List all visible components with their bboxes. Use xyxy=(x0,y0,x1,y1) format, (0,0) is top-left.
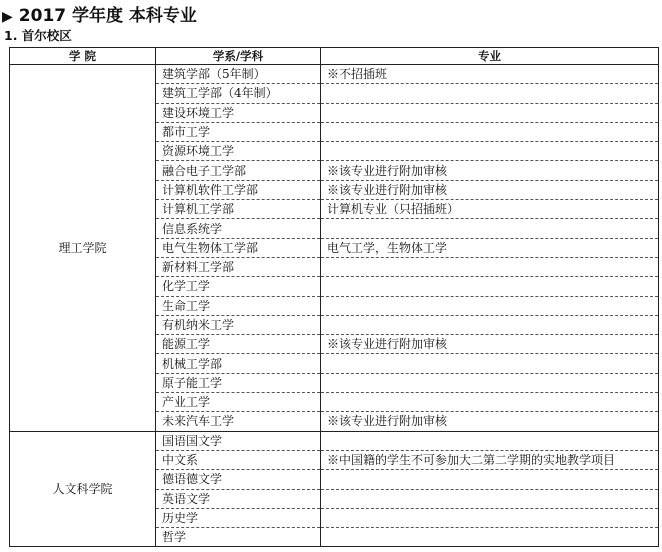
major-cell: ※不招插班 xyxy=(321,65,659,84)
major-cell xyxy=(321,219,659,238)
department-cell: 原子能工学 xyxy=(156,373,321,392)
department-cell: 国语国文学 xyxy=(156,431,321,450)
department-cell: 未来汽车工学 xyxy=(156,412,321,431)
major-cell: 计算机专业（只招插班） xyxy=(321,200,659,219)
page-title xyxy=(2,5,197,27)
campus-subtitle: 1. 首尔校区 xyxy=(4,28,72,43)
major-cell: ※该专业进行附加审核 xyxy=(321,412,659,431)
triangle-marker-icon: ▶ xyxy=(2,9,13,25)
major-cell xyxy=(321,528,659,547)
department-cell: 机械工学部 xyxy=(156,354,321,373)
major-cell xyxy=(321,315,659,334)
major-cell: ※该专业进行附加审核 xyxy=(321,180,659,199)
major-cell xyxy=(321,296,659,315)
department-cell: 计算机软件工学部 xyxy=(156,180,321,199)
major-cell xyxy=(321,103,659,122)
major-cell: ※该专业进行附加审核 xyxy=(321,161,659,180)
major-cell: ※该专业进行附加审核 xyxy=(321,335,659,354)
department-cell: 化学工学 xyxy=(156,277,321,296)
department-cell: 中文系 xyxy=(156,450,321,469)
major-cell xyxy=(321,277,659,296)
department-cell: 哲学 xyxy=(156,528,321,547)
major-cell xyxy=(321,393,659,412)
table-row xyxy=(10,65,659,84)
title-text: 2017 学年度 本科专业 xyxy=(18,6,197,26)
department-cell: 建筑学部（5年制） xyxy=(156,65,321,84)
major-cell: 电气工学，生物体工学 xyxy=(321,238,659,257)
department-cell: 历史学 xyxy=(156,508,321,527)
header-college: 学 院 xyxy=(10,48,156,65)
header-major: 专业 xyxy=(321,48,659,65)
major-cell xyxy=(321,142,659,161)
department-cell: 建筑工学部（4年制） xyxy=(156,84,321,103)
major-cell xyxy=(321,470,659,489)
department-cell: 有机纳米工学 xyxy=(156,315,321,334)
department-cell: 信息系统学 xyxy=(156,219,321,238)
department-cell: 都市工学 xyxy=(156,122,321,141)
table-body xyxy=(10,65,659,547)
college-cell: 人文科学院 xyxy=(10,431,156,547)
department-cell: 生命工学 xyxy=(156,296,321,315)
department-cell: 英语文学 xyxy=(156,489,321,508)
department-cell: 建设环境工学 xyxy=(156,103,321,122)
department-cell: 计算机工学部 xyxy=(156,200,321,219)
department-cell: 电气生物体工学部 xyxy=(156,238,321,257)
table-row xyxy=(10,431,659,450)
major-cell xyxy=(321,122,659,141)
major-cell xyxy=(321,508,659,527)
department-cell: 能源工学 xyxy=(156,335,321,354)
department-cell: 融合电子工学部 xyxy=(156,161,321,180)
header-department: 学系/学科 xyxy=(156,48,321,65)
majors-table xyxy=(9,47,659,547)
table-header-row xyxy=(10,48,659,65)
department-cell: 产业工学 xyxy=(156,393,321,412)
major-cell xyxy=(321,431,659,450)
major-cell xyxy=(321,373,659,392)
major-cell xyxy=(321,84,659,103)
department-cell: 德语德文学 xyxy=(156,470,321,489)
major-cell xyxy=(321,489,659,508)
college-cell: 理工学院 xyxy=(10,65,156,432)
major-cell xyxy=(321,257,659,276)
major-cell: ※中国籍的学生不可参加大二第二学期的实地教学项目 xyxy=(321,450,659,469)
major-cell xyxy=(321,354,659,373)
department-cell: 新材料工学部 xyxy=(156,257,321,276)
department-cell: 资源环境工学 xyxy=(156,142,321,161)
